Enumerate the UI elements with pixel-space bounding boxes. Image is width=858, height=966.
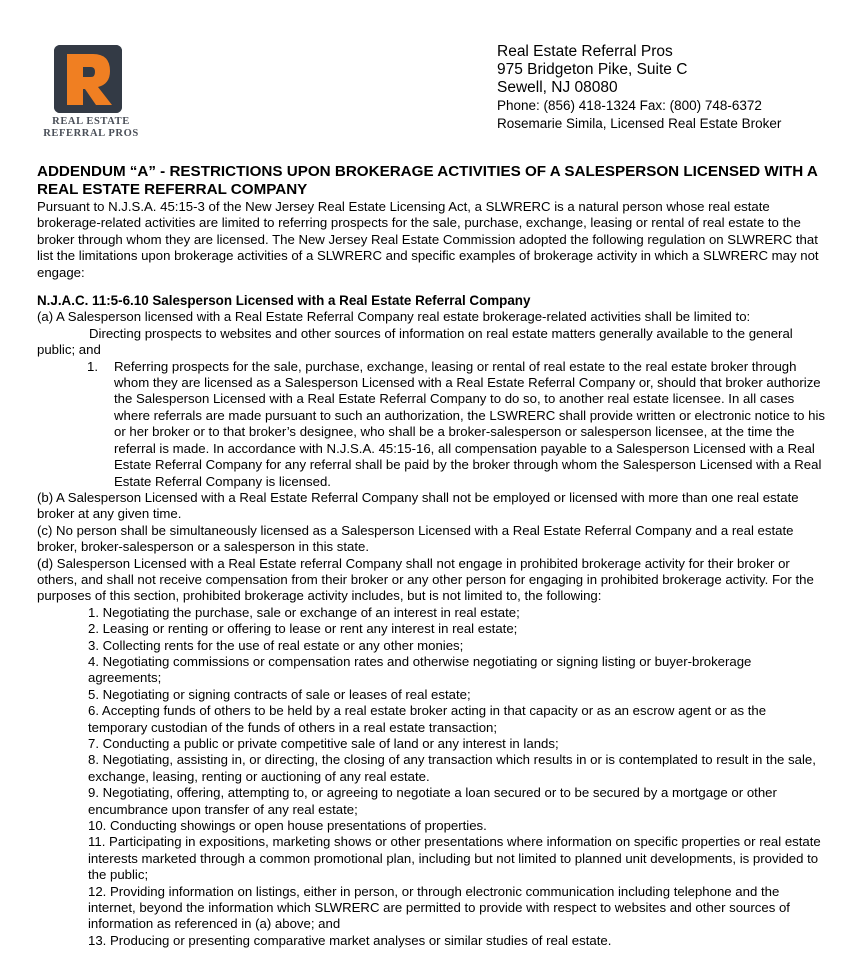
clause-a-sub: Directing prospects to websites and other sources of information on real estate matters generally available to the general public; and [37, 325, 793, 358]
company-address [497, 43, 837, 133]
list-item: 7. Conducting a public or private competitive sale of land or any interest in lands; [88, 736, 559, 751]
street-address: 975 Bridgeton Pike, Suite C [497, 61, 688, 78]
list-item: 9. Negotiating, offering, attempting to, or agreeing to negotiate a loan secured or to be secured by a mortgage or other encumbrance upon transfer of any real estate; [88, 785, 777, 817]
list-item: 5. Negotiating or signing contracts of sale or leases of real estate; [88, 686, 471, 702]
page-title: ADDENDUM “A” - RESTRICTIONS UPON BROKERAGE ACTIVITIES OF A SALESPERSON LICENSED WITH A REAL ESTATE REFERRAL COMPANY [37, 163, 818, 198]
clause-a-item-1 [87, 359, 827, 490]
list-item: 8. Negotiating, assisting in, or directing, the closing of any transaction which results in or is contemplated to result in the sale, exchange, leasing, renting or auctioning of any real estate. [88, 752, 816, 784]
broker-name: Rosemarie Simila, Licensed Real Estate Broker [497, 116, 782, 131]
city-state-zip: Sewell, NJ 08080 [497, 79, 618, 96]
logo-r-icon [54, 45, 122, 113]
list-item: 3. Collecting rents for the use of real estate or any other monies; [88, 637, 464, 653]
list-item: 4. Negotiating commissions or compensation rates and otherwise negotiating or signing listing or buyer-brokerage agreements; [88, 653, 752, 686]
logo-text-line1: REAL ESTATE [52, 116, 130, 127]
phone-fax: Phone: (856) 418-1324 Fax: (800) 748-6372 [497, 98, 762, 113]
list-item: 1. Negotiating the purchase, sale or exchange of an interest in real estate; [88, 604, 520, 620]
list-item: 11. Participating in expositions, marketing shows or other presentations where information on specific properties or real estate interests marketed through a common promotional plan, including but not limited to planned unit developments, is provided to the public; [88, 834, 821, 883]
clause-a-item-1-number: 1. [87, 358, 98, 374]
intro-paragraph: Pursuant to N.J.S.A. 45:15-3 of the New Jersey Real Estate Licensing Act, a SLWRERC is a natural person whose real estate brokerage-related activities are limited to referring prospects for the sale, purchase, exchange, leasing or rental of real estate to the broker through whom they are licensed. The New Jersey Real Estate Commission adopted the following regulation on SLWRERC that list the limitations upon brokerage activities of a SLWRERC and specific examples of brokerage activity in which a SLWRERC may not engage: [37, 199, 819, 280]
prohibited-activities-list [37, 605, 827, 950]
clause-d: (d) Salesperson Licensed with a Real Estate referral Company shall not engage in prohibited brokerage activity for their broker or others, and shall not receive compensation from their broker or any other person for engaging in prohibited brokerage activity. For the purposes of this section, prohibited brokerage activity includes, but is not limited to, the following: [37, 555, 814, 604]
list-item: 6. Accepting funds of others to be held by a real estate broker acting in that capacity or as an escrow agent or as the temporary custodian of the funds of others in a real estate transaction; [88, 703, 767, 735]
list-item: 10. Conducting showings or open house presentations of properties. [88, 818, 487, 834]
clause-c: (c) No person shall be simultaneously licensed as a Salesperson Licensed with a Real Estate Referral Company and a real estate broker, broker-salesperson or a salesperson in this state. [37, 522, 794, 555]
clause-b: (b) A Salesperson Licensed with a Real Estate Referral Company shall not be employed or licensed with more than one real estate broker at any given time. [37, 489, 799, 522]
list-item: 13. Producing or presenting comparative market analyses or similar studies of real estate. [88, 932, 612, 948]
logo-text-line2: REFERRAL PROS [43, 128, 139, 139]
clause-a-item-1-text: Referring prospects for the sale, purchase, exchange, leasing or rental of real estate to the real estate broker through whom they are licensed as a Salesperson Licensed with a Real Estate Referral Company or, should that broker authorize the Salesperson Licensed with a Real Estate Referral Company to do so, to another real estate licensee. In all cases where referrals are made pursuant to such an authorization, the LSWRERC shall provide written or electronic notice to his or her broker or to that broker’s designee, who shall be a broker-salesperson or salesperson licensee, at the time the referral is made. In accordance with N.J.S.A. 45:15-16, all compensation payable to a Salesperson Licensed with a Real Estate Referral Company for any referral shall be paid by the broker through whom the Salesperson Licensed with a Real Estate Referral Company is licensed. [114, 358, 826, 489]
section-heading: N.J.A.C. 11:5-6.10 Salesperson Licensed with a Real Estate Referral Company [37, 293, 531, 309]
company-logo [36, 44, 146, 140]
list-item: 12. Providing information on listings, either in person, or through electronic communication including telephone and the internet, beyond the information which SLWRERC are permitted to provide with respect to websites and other sources of information as referenced in (a) above; and [88, 883, 790, 932]
clause-a: (a) A Salesperson licensed with a Real Estate Referral Company real estate brokerage-related activities shall be limited to: [37, 309, 751, 325]
logo-mark [54, 45, 122, 113]
list-item: 2. Leasing or renting or offering to lease or rent any interest in real estate; [88, 621, 518, 637]
company-name: Real Estate Referral Pros [497, 43, 673, 60]
document-body [37, 163, 827, 949]
